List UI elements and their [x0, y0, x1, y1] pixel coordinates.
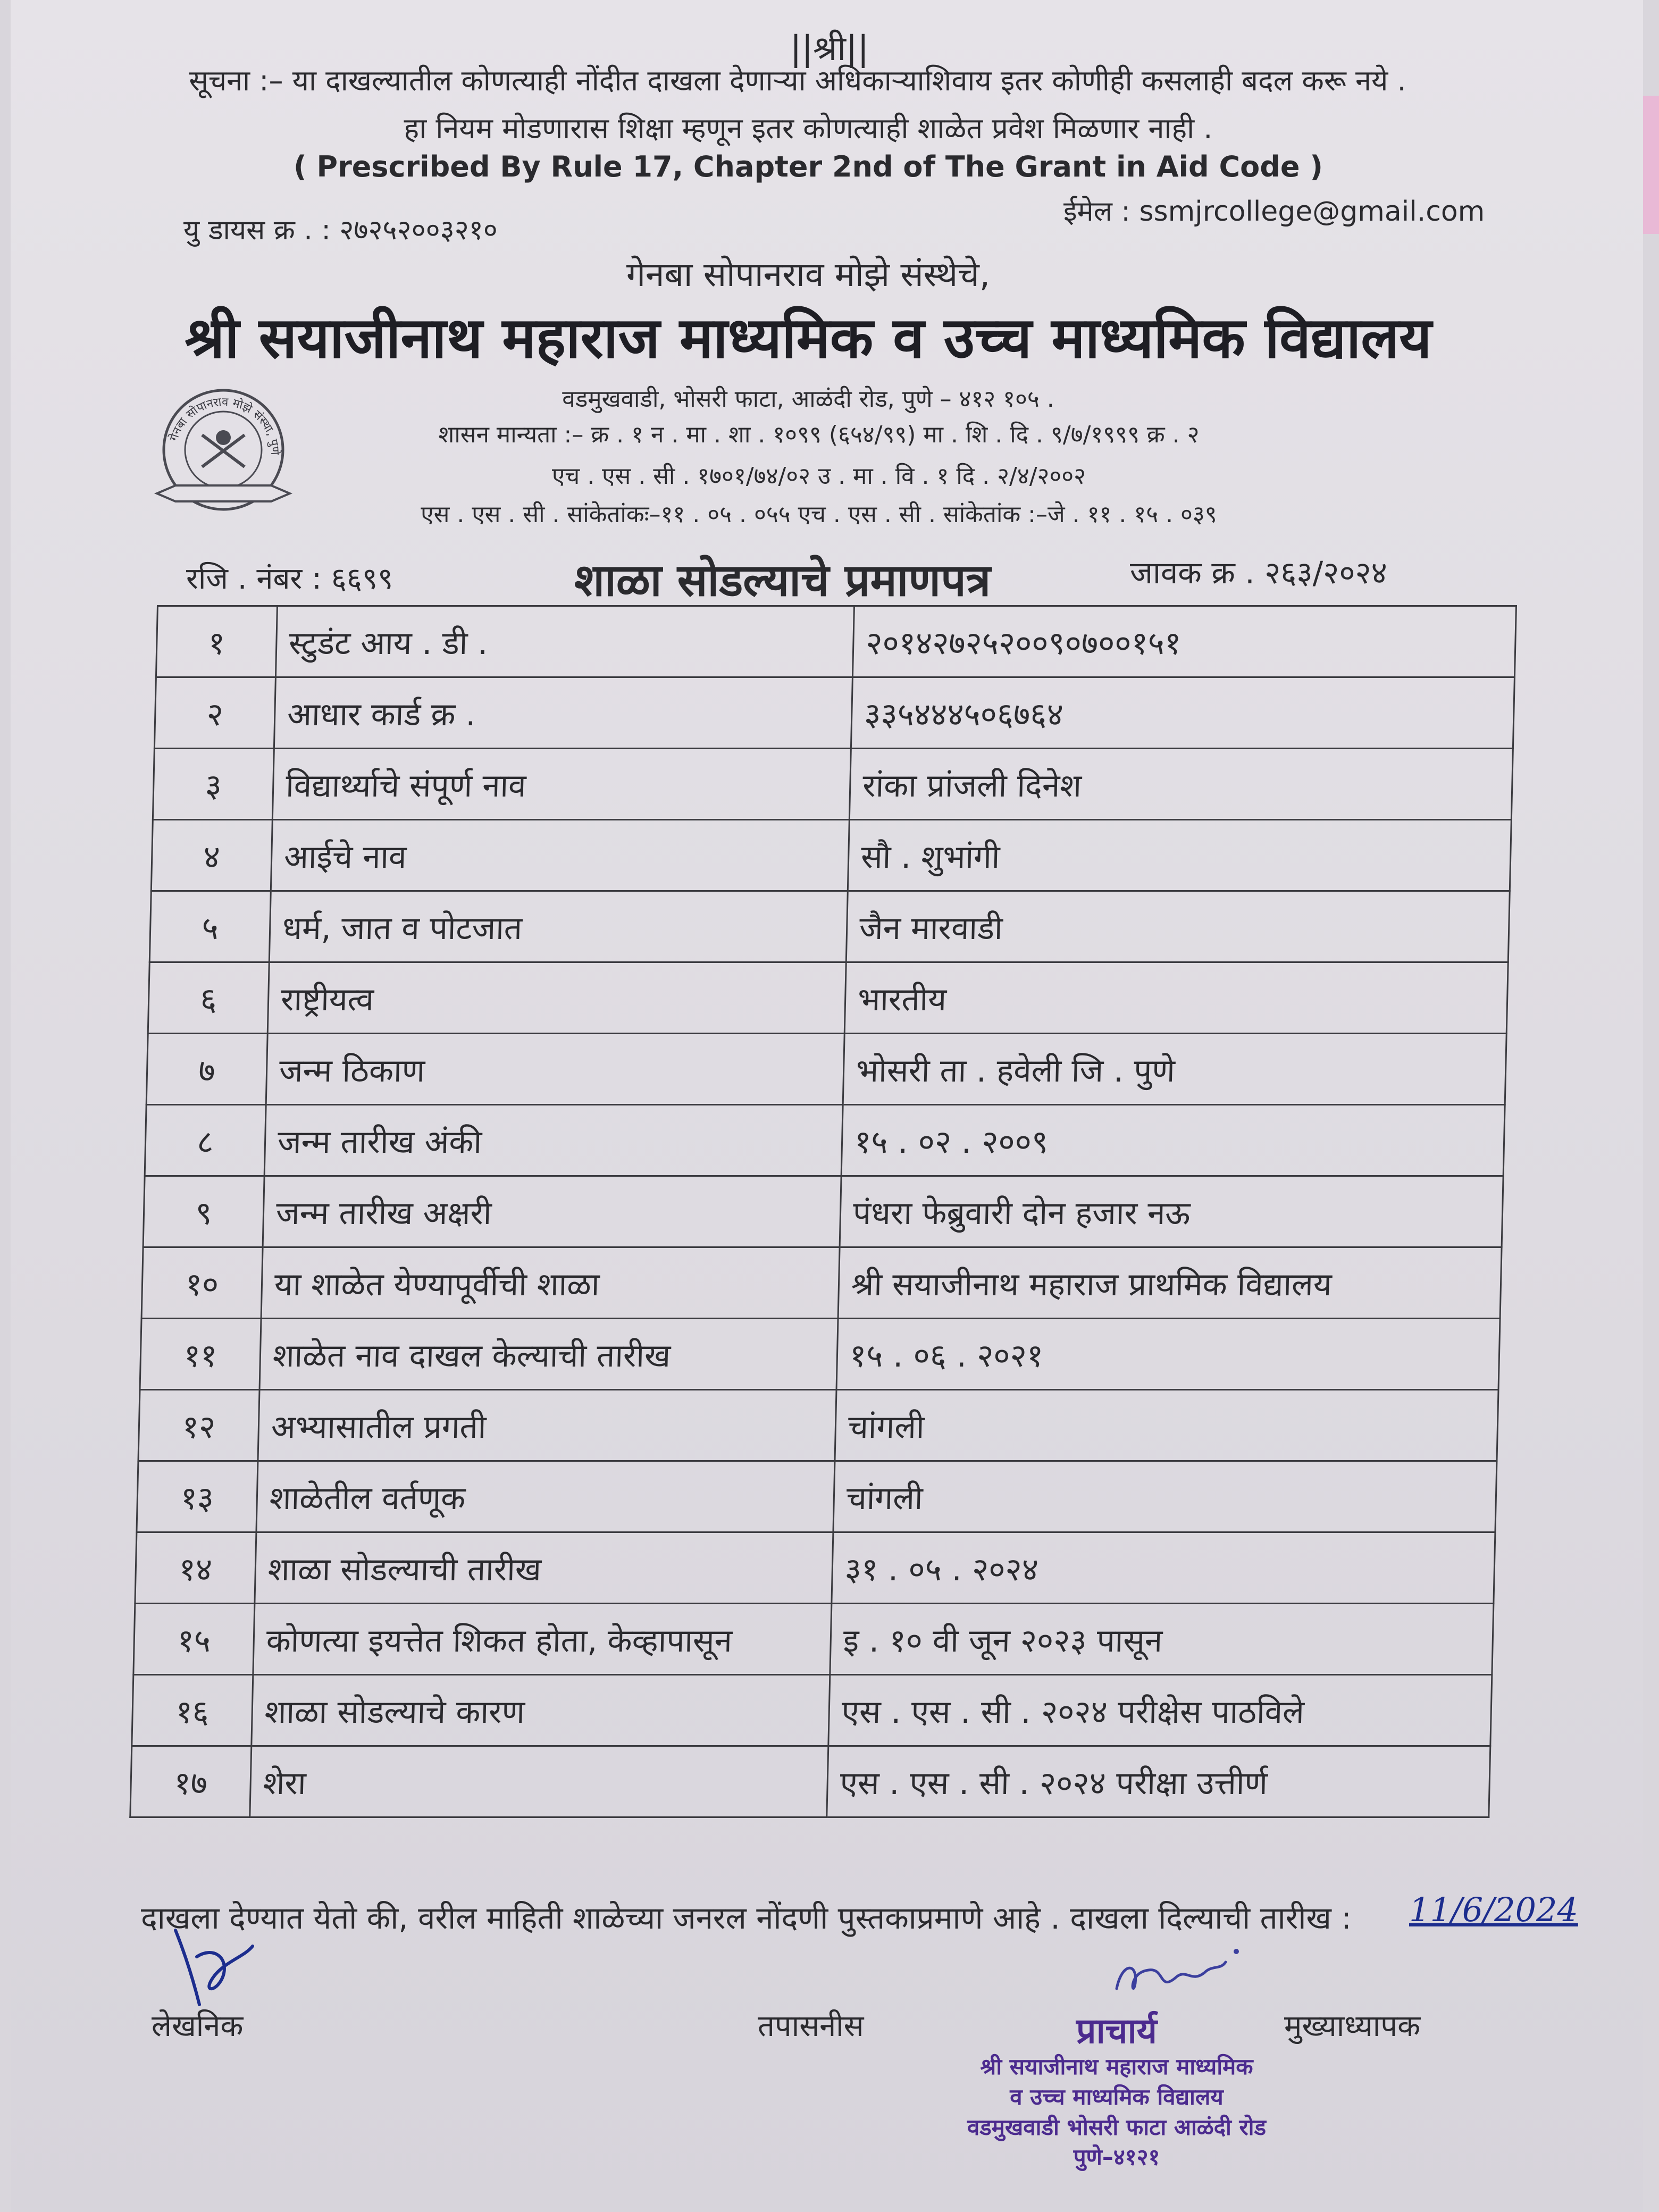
row-label: अभ्यासातील प्रगती	[258, 1390, 836, 1461]
school-emblem-icon	[152, 387, 295, 515]
outward-number: जावक क्र . २६३/२०२४	[1130, 555, 1387, 591]
principal-signature-icon	[1106, 1941, 1244, 2015]
headmaster-label: मुख्याध्यापक	[1284, 2009, 1421, 2043]
row-value: रांका प्रांजली दिनेश	[849, 749, 1513, 820]
table-row	[143, 1176, 1503, 1247]
table-row	[154, 677, 1514, 749]
row-value: भोसरी ता . हवेली जि . पुणे	[843, 1034, 1506, 1105]
table-row	[146, 1034, 1506, 1105]
row-label: विद्यार्थ्याचे संपूर्ण नाव	[272, 749, 851, 820]
table-row	[130, 1746, 1490, 1817]
row-number: ३	[153, 749, 274, 820]
recognition-line-1: शासन मान्यता :– क्र . १ न . मा . शा . १०९९ (६५४/९९) मा . शि . दि . ९/७/१९९९ क्र . २	[438, 421, 1200, 448]
row-label: या शाळेत येण्यापूर्वीची शाळा	[261, 1247, 840, 1319]
row-number: २	[154, 677, 275, 749]
rule-warning: हा नियम मोडणारास शिक्षा म्हणून इतर कोणत्याही शाळेत प्रवेश मिळणार नाही .	[404, 112, 1213, 145]
row-value: भारतीय	[844, 962, 1508, 1034]
stamp-title: प्राचार्य	[1076, 2010, 1157, 2051]
stamp-line-3: वडमुखवाडी भोसरी फाटा आळंदी रोड	[967, 2114, 1267, 2140]
row-number: ८	[145, 1105, 266, 1176]
row-label: कोणत्या इयत्तेत शिकत होता, केव्हापासून	[253, 1604, 832, 1675]
table-row	[133, 1604, 1494, 1675]
row-value: चांगली	[833, 1461, 1497, 1532]
row-number: १४	[135, 1532, 256, 1604]
table-row	[145, 1105, 1505, 1176]
recognition-line-3: एस . एस . सी . सांकेतांकः–११ . ०५ . ०५५ एच . एस . सी . सांकेतांक :–जे . ११ . १५ . ०३९	[421, 501, 1217, 528]
row-number: १५	[133, 1604, 255, 1675]
row-value: एस . एस . सी . २०२४ परीक्षा उत्तीर्ण	[827, 1746, 1490, 1817]
school-email: ईमेल : ssmjrcollege@gmail.com	[1063, 196, 1485, 228]
prescribed-rule: ( Prescribed By Rule 17, Chapter 2nd of The Grant in Aid Code )	[294, 150, 1323, 183]
row-value: २०१४२७२५२००९०७००१५१	[852, 606, 1516, 677]
row-label: आधार कार्ड क्र .	[274, 677, 852, 749]
certificate-details-table	[129, 605, 1517, 1818]
table-row	[148, 962, 1508, 1034]
shri-heading: ||श्री||	[790, 29, 869, 69]
row-value: १५ . ०२ . २००९	[841, 1105, 1505, 1176]
row-number: ५	[149, 891, 271, 962]
row-number: १३	[137, 1461, 258, 1532]
row-label: शाळा सोडल्याचे कारण	[252, 1675, 830, 1746]
row-number: १	[156, 606, 277, 677]
row-number: ९	[143, 1176, 264, 1247]
row-number: १०	[141, 1247, 263, 1319]
principal-stamp	[925, 2010, 1308, 2173]
table-row	[137, 1461, 1497, 1532]
row-number: १६	[132, 1675, 253, 1746]
table-row	[135, 1532, 1495, 1604]
row-value: ३३५४४४५०६७६४	[851, 677, 1514, 749]
table-row	[149, 891, 1510, 962]
emblem-text: गेनबा सोपानराव मोझे संस्था, पुणे	[167, 395, 282, 456]
row-value: पंधरा फेब्रुवारी दोन हजार नऊ	[840, 1176, 1503, 1247]
table-row	[138, 1390, 1498, 1461]
trust-name: गेनबा सोपानराव मोझे संस्थेचे,	[626, 255, 991, 295]
school-address: वडमुखवाडी, भोसरी फाटा, आळंदी रोड, पुणे – ४१२ १०५ .	[562, 386, 1054, 413]
row-label: धर्म, जात व पोटजात	[269, 891, 848, 962]
row-value: श्री सयाजीनाथ महाराज प्राथमिक विद्यालय	[838, 1247, 1502, 1319]
row-label: स्टुडंट आय . डी .	[275, 606, 854, 677]
row-value: जैन मारवाडी	[846, 891, 1510, 962]
table-row	[153, 749, 1513, 820]
recognition-line-2: एच . एस . सी . १७०१/७४/०२ उ . मा . वि . १ दि . २/४/२००२	[551, 463, 1086, 490]
table-row	[140, 1319, 1500, 1390]
row-value: सौ . शुभांगी	[848, 820, 1511, 891]
row-number: १७	[130, 1746, 252, 1817]
table-row	[141, 1247, 1502, 1319]
alteration-notice: सूचना :– या दाखल्यातील कोणत्याही नोंदीत दाखला देणाऱ्या अधिकाऱ्याशिवाय इतर कोणीही कसलाही बदल करू नये .	[189, 64, 1406, 97]
row-label: जन्म ठिकाण	[266, 1034, 844, 1105]
clerk-label: लेखनिक	[152, 2009, 244, 2043]
issue-date: 11/6/2024	[1409, 1890, 1578, 1929]
row-label: शाळा सोडल्याची तारीख	[255, 1532, 833, 1604]
row-label: आईचे नाव	[271, 820, 849, 891]
row-label: जन्म तारीख अक्षरी	[263, 1176, 841, 1247]
row-value: एस . एस . सी . २०२४ परीक्षेस पाठविले	[828, 1675, 1492, 1746]
row-number: ६	[148, 962, 269, 1034]
row-number: १२	[138, 1390, 259, 1461]
registration-number: रजि . नंबर : ६६९९	[186, 562, 393, 596]
row-label: जन्म तारीख अंकी	[264, 1105, 843, 1176]
row-label: शाळेतील वर्तणूक	[256, 1461, 835, 1532]
row-value: इ . १० वी जून २०२३ पासून	[830, 1604, 1494, 1675]
row-number: ११	[140, 1319, 261, 1390]
checker-label: तपासनीस	[758, 2009, 864, 2043]
school-name: श्री सयाजीनाथ महाराज माध्यमिक व उच्च माध्यमिक विद्यालय	[185, 305, 1432, 371]
stamp-line-1: श्री सयाजीनाथ महाराज माध्यमिक	[980, 2054, 1253, 2080]
table-row	[151, 820, 1511, 891]
row-value: ३१ . ०५ . २०२४	[832, 1532, 1495, 1604]
row-value: चांगली	[835, 1390, 1498, 1461]
row-label: शाळेत नाव दाखल केल्याची तारीख	[259, 1319, 838, 1390]
stamp-line-4: पुणे–४१२१	[1073, 2144, 1160, 2171]
clerk-signature-icon	[165, 1925, 271, 2015]
table-row	[156, 606, 1516, 677]
udise-number: यु डायस क्र . : २७२५२००३२१०	[183, 214, 498, 246]
background-edge	[1643, 96, 1659, 234]
row-number: ४	[151, 820, 272, 891]
table-row	[132, 1675, 1492, 1746]
row-label: राष्ट्रीयत्व	[267, 962, 846, 1034]
declaration-text: दाखला देण्यात येतो की, वरील माहिती शाळेच्या जनरल नोंदणी पुस्तकाप्रमाणे आहे . दाखला दिल्याची तारीख :	[141, 1900, 1352, 1936]
row-number: ७	[146, 1034, 267, 1105]
certificate-title: शाळा सोडल्याचे प्रमाणपत्र	[574, 554, 991, 606]
row-label: शेरा	[250, 1746, 828, 1817]
row-value: १५ . ०६ . २०२१	[836, 1319, 1500, 1390]
stamp-line-2: व उच्च माध्यमिक विद्यालय	[1010, 2083, 1224, 2110]
